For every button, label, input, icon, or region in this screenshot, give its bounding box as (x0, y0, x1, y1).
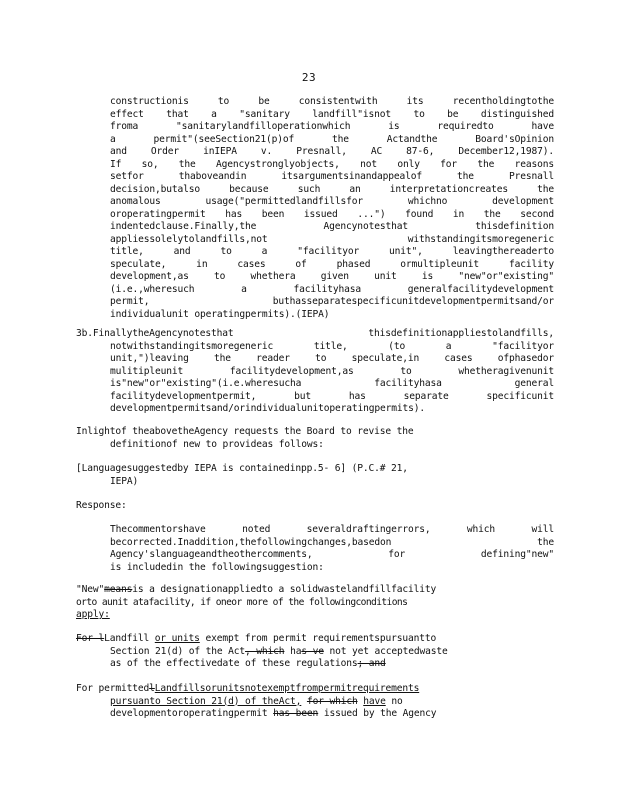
text-line: notwithstandingitsmoregeneric title, (to a "facilityor (110, 340, 554, 352)
text-span: no (391, 695, 403, 707)
paragraph-3b (76, 328, 554, 416)
text-line (76, 633, 554, 646)
text-line: and Order inIEPA v. Presnall, AC 87-6, December12,1987). (110, 146, 554, 157)
text-line: a permit"(seeSection21(p)of the Actandthe Board'sOpinion (110, 133, 554, 145)
text-line: orto aunit atafacility, if oneor more of the followingconditions (76, 596, 408, 608)
paragraph-request (76, 426, 554, 451)
text-line: (i.e.,wheresuch a facilityhasa generalfacilitydevelopment (110, 283, 554, 295)
text-span: as of the effectivedate of these regulations (110, 658, 358, 669)
text-line (76, 708, 554, 721)
struck-text: , which (245, 645, 285, 657)
text-span: Landfill (104, 633, 150, 644)
text-line: individualunit operatingpermits).(IEPA) (110, 308, 330, 320)
text-line: definitionof new to provideas follows: (110, 438, 324, 450)
struck-text: for which (306, 695, 358, 707)
paragraph-continuation (110, 96, 554, 321)
text-line: If so, the Agencystronglyobjects, not only for the reasons (110, 158, 554, 170)
text-span: developmentoroperatingpermit (110, 708, 268, 719)
text-line: setfor thaboveandin itsargumentsinandappealof the Presnall (110, 171, 554, 182)
response-label-block (76, 500, 127, 513)
text-line: constructionis to be consistentwith its recentholdingtothe (110, 96, 554, 107)
underlined-text: Landfillsorunitsnotexemptfrompermitrequirements (154, 683, 420, 694)
text-line: title, and to a "facilityor unit", leavingthereaderto (110, 246, 554, 257)
text-span: Section 21(d) of the Act (110, 645, 246, 657)
struck-text: has been (273, 708, 319, 719)
text-span: exempt from permit requirementspursuantto (205, 633, 437, 644)
text-line (76, 696, 554, 709)
text-line: IEPA) (110, 475, 139, 487)
struck-text: l (149, 683, 155, 694)
text-line: Agency'slanguageandtheothercomments, for defining"new" (110, 549, 554, 560)
struck-text: ; and (357, 658, 386, 669)
text-line (76, 658, 554, 671)
text-line: Thecommentorshave noted severaldraftingerrors, which will (110, 524, 554, 535)
text-line: apply: (76, 609, 110, 620)
underlined-text: have (363, 695, 386, 707)
response-label: Response: (76, 500, 127, 511)
text-line: becorrected.Inaddition,thefollowingchanges,basedon the (110, 536, 554, 548)
text-line: indentedclause.Finally,the Agencynotesthat thisdefinition (110, 221, 554, 232)
text-line: is"new"or"existing"(i.e.wheresucha facilityhasa general (110, 378, 554, 389)
text-span: "New" (76, 584, 105, 595)
text-line: anomalous usage("permittedlandfillsfor whichno development (110, 196, 554, 207)
paragraph-exempt-landfills (76, 633, 554, 671)
paragraph-permitted-landfills (76, 683, 554, 721)
struck-text: means (104, 584, 133, 595)
text-span: issued by the Agency (323, 708, 437, 719)
text-line: froma "sanitarylandfilloperationwhich is requiredto have (110, 121, 554, 132)
paragraph-language-note (76, 463, 554, 488)
text-line: [Languagesuggestedby IEPA is containedinpp.5- 6] (P.C.# 21, (76, 463, 408, 474)
text-line: developmentpermitsand/orindividualunitoperatingpermits). (110, 403, 426, 414)
text-line (76, 646, 554, 659)
page-number: 23 (301, 71, 317, 84)
underlined-text: pursuanto Section 21(d) of theAct, (110, 695, 302, 707)
paragraph-response (110, 524, 554, 574)
text-line: permit, buthasseparatespecificunitdevelopmentpermitsand/or (110, 296, 554, 307)
text-span: is a designationappliedto a solidwastelandfillfacility (132, 584, 437, 595)
struck-text: s ve (301, 645, 324, 657)
text-line: decision,butalso because such an interpretationcreates the (110, 183, 554, 195)
text-line: unit,")leaving the reader to speculate,in cases ofphasedor (110, 353, 554, 364)
text-line: facilitydevelopmentpermit, but has separate specificunit (110, 390, 554, 402)
struck-text: For l (76, 633, 105, 644)
text-span: For permitted (76, 683, 150, 694)
text-line: oroperatingpermit has been issued ...") found in the second (110, 208, 554, 220)
text-line: 3b.FinallytheAgencynotesthat thisdefinitionappliestolandfills, (76, 328, 554, 339)
text-line (76, 584, 554, 597)
text-line: appliessolelytolandfills,not withstandingitsmoregeneric (110, 233, 554, 245)
text-line (76, 683, 554, 696)
text-line: Inlightof theabovetheAgency requests the Board to revise the (76, 426, 414, 437)
underlined-text: or units (154, 633, 200, 644)
text-line: development,as to whethera given unit is "new"or"existing" (110, 271, 554, 282)
text-span: not yet acceptedwaste (329, 645, 448, 657)
text-line: is includedin the followingsuggestion: (110, 561, 324, 573)
text-line: mulitipleunit facilitydevelopment,as to whetheragivenunit (110, 365, 554, 377)
text-line: effect that a "sanitary landfill"isnot to be distinguished (110, 108, 554, 120)
text-span: ha (290, 645, 302, 657)
text-line: speculate, in cases of phased ormultipleunit facility (110, 258, 554, 270)
paragraph-new-definition (76, 584, 554, 622)
